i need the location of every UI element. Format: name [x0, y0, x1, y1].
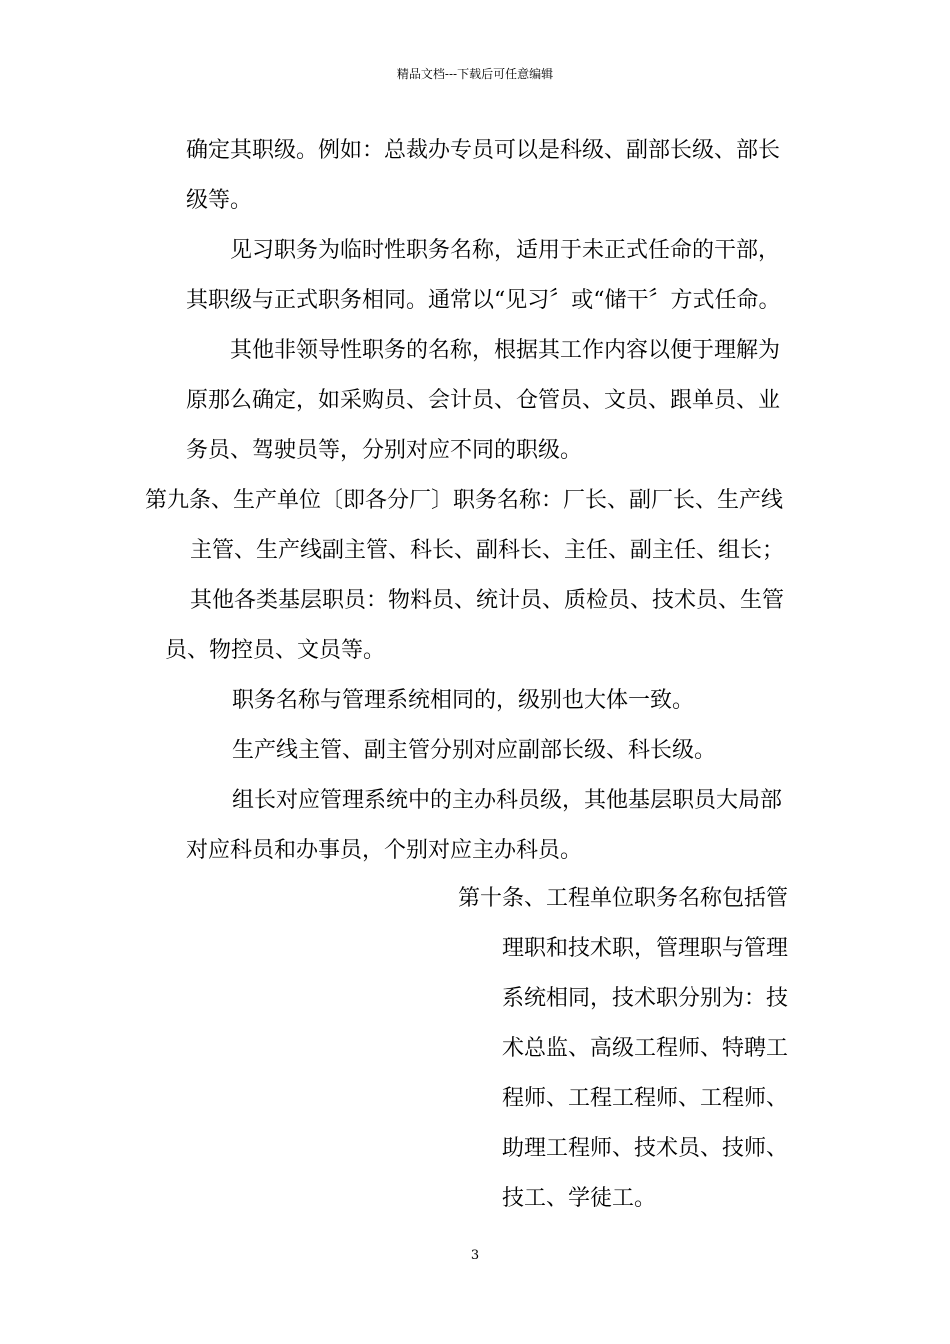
page-number: 3: [470, 1248, 480, 1263]
text-line: 技工、学徒工。: [502, 1186, 657, 1211]
text-line: 第十条、工程单位职务名称包括管: [458, 886, 789, 911]
text-line: 其他各类基层职员：物料员、统计员、质检员、技术员、生管: [190, 588, 785, 613]
text-line: 务员、驾驶员等，分别对应不同的职级。: [186, 438, 583, 463]
page-header: 精品文档---下载后可任意编辑: [396, 67, 554, 81]
text-line: 生产线主管、副主管分别对应副部长级、科长级。: [232, 738, 717, 763]
text-line: 确定其职级。例如：总裁办专员可以是科级、副部长级、部长: [186, 138, 781, 163]
text-line: 程师、工程工程师、工程师、: [502, 1086, 789, 1111]
text-line: 见习职务为临时性职务名称，适用于未正式任命的干部，: [230, 238, 781, 263]
text-line: 系统相同，技术职分别为：技: [502, 986, 789, 1011]
text-line: 对应科员和办事员，个别对应主办科员。: [186, 838, 583, 863]
text-line: 主管、生产线副主管、科长、副科长、主任、副主任、组长；: [190, 538, 785, 563]
text-line: 第九条、生产单位〔即各分厂〕职务名称：厂长、副厂长、生产线: [145, 488, 784, 513]
text-line: 原那么确定，如采购员、会计员、仓管员、文员、跟单员、业: [186, 388, 781, 413]
text-line: 职务名称与管理系统相同的，级别也大体一致。: [232, 688, 695, 713]
text-line: 员、物控员、文员等。: [165, 638, 386, 663]
text-line: 理职和技术职，管理职与管理: [502, 936, 789, 961]
text-line: 术总监、高级工程师、特聘工: [502, 1036, 789, 1061]
text-line: 组长对应管理系统中的主办科员级，其他基层职员大局部: [232, 788, 783, 813]
text-line: 其他非领导性职务的名称，根据其工作内容以便于理解为: [230, 338, 781, 363]
text-line: 其职级与正式职务相同。通常以“见习〞或“储干〞方式任命。: [186, 288, 781, 313]
text-line: 助理工程师、技术员、技师、: [502, 1136, 789, 1161]
text-line: 级等。: [186, 188, 253, 213]
